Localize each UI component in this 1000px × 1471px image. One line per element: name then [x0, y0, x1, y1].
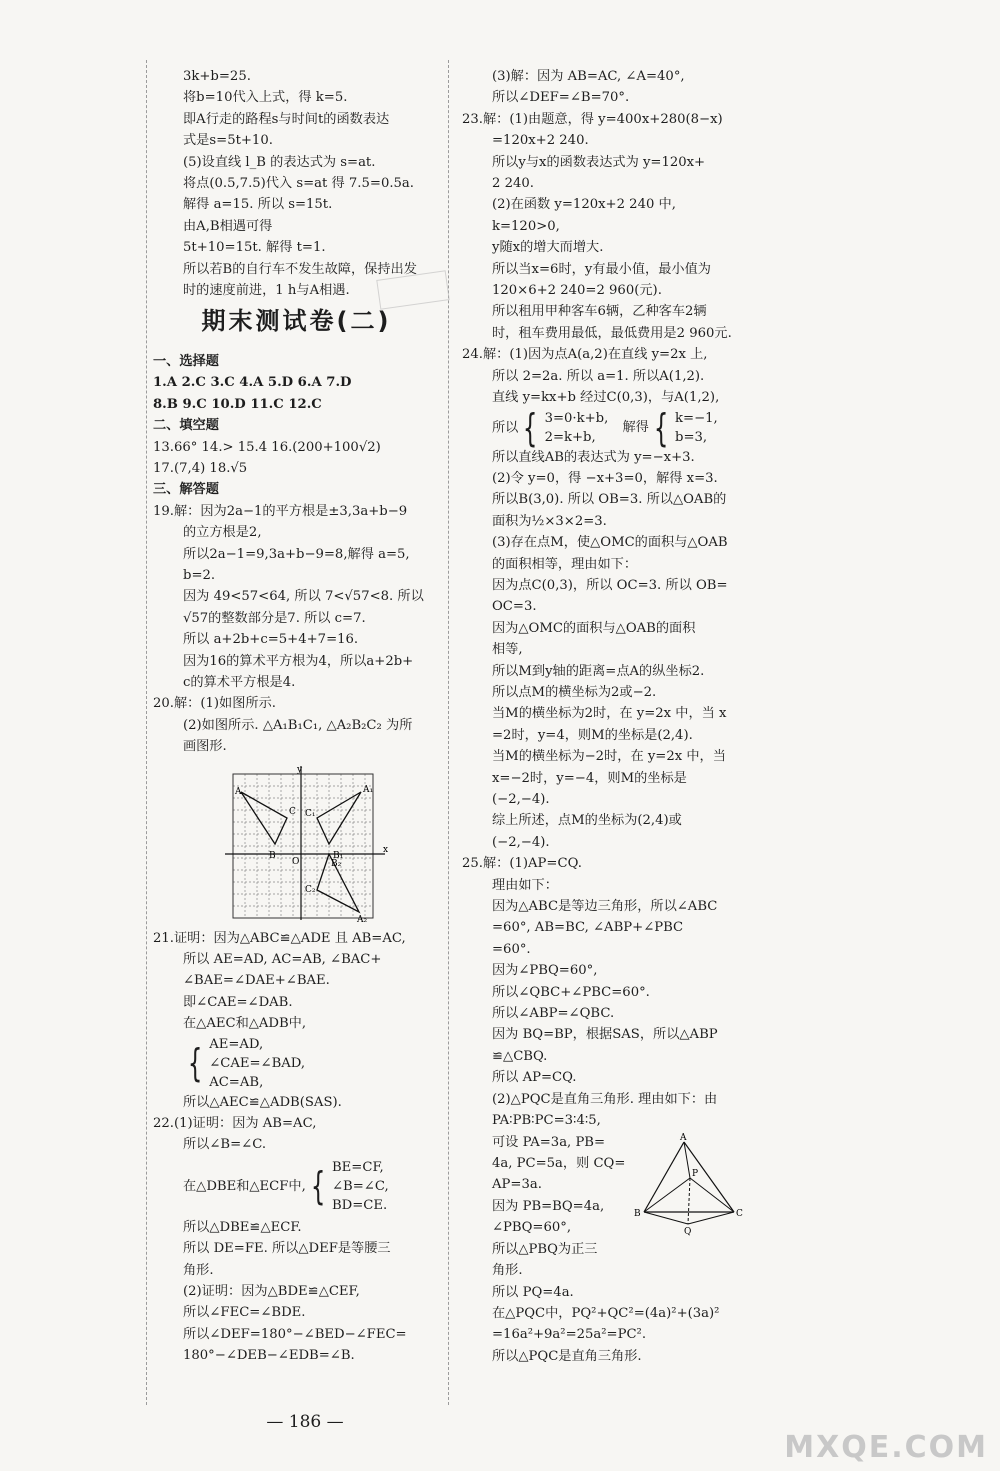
answer-line: 17.(7,4) 18.√5 — [153, 460, 248, 476]
text-line: 所以M到y轴的距离=点A的纵坐标2. — [492, 663, 705, 679]
brace-symbol: { — [310, 1164, 326, 1209]
text-line: (2)在函数 y=120x+2 240 中, — [492, 197, 676, 213]
text-line: (−2,−4). — [492, 792, 550, 807]
text-line: 角形. — [492, 1262, 523, 1278]
tri-label-b: B — [634, 1208, 641, 1219]
text-line: 因为16的算术平方根为4，所以a+2b+ — [183, 653, 414, 669]
text-line: 所以直线AB的表达式为 y=−x+3. — [492, 449, 695, 465]
triangle-section — [462, 1132, 754, 1282]
text-line: 理由如下： — [492, 877, 558, 893]
text-line: 所以△PQC是直角三角形. — [492, 1348, 642, 1364]
text-line: 所以B(3,0). 所以 OB=3. 所以△OAB的 — [492, 492, 727, 508]
text-line: 当M的横坐标为2时，在 y=2x 中，当 x — [492, 706, 727, 722]
x-label: x — [383, 844, 389, 855]
system-line: AC=AB, — [209, 1074, 264, 1090]
text-line: 3k+b=25. — [183, 69, 251, 84]
text-line: (5)设直线 l_B 的表达式为 s=at. — [183, 154, 376, 170]
left-top-block — [153, 66, 440, 301]
label-b1: B₁ — [333, 850, 344, 861]
text-line: 因为△OMC的面积与△OAB的面积 — [492, 620, 696, 636]
text-line: =16a²+9a²=25a²=PC². — [492, 1327, 647, 1343]
label-b: B — [269, 850, 276, 861]
text-line: √57的整数部分是7. 所以 c=7. — [183, 610, 366, 626]
text-line: ∠PBQ=60°, — [492, 1220, 572, 1236]
text-line: 所以△DBE≌△ECF. — [183, 1219, 302, 1235]
text-line: 面积为½×3×2=3. — [492, 513, 607, 529]
text-line: 120×6+2 240=2 960(元). — [492, 283, 662, 299]
text-line: 所以 AP=CQ. — [492, 1070, 577, 1086]
system-line: ∠B=∠C, — [331, 1178, 389, 1194]
text-line: 相等, — [492, 642, 523, 658]
text-line: c的算术平方根是4. — [183, 674, 296, 690]
system-line: AE=AD, — [209, 1036, 264, 1052]
text-line: PA∶PB∶PC=3∶4∶5, — [492, 1113, 601, 1129]
text-line: (2)证明：因为△BDE≌△CEF, — [183, 1284, 360, 1300]
text-line: 所以 AE=AD, AC=AB, ∠BAC+ — [183, 952, 382, 967]
text-line: 当M的横坐标为−2时，在 y=2x 中，当 — [492, 749, 726, 765]
label-c: C — [289, 806, 296, 817]
text-line: 所以点M的横坐标为2或−2. — [492, 684, 657, 700]
text-line: (3)解：因为 AB=AC, ∠A=40°, — [492, 69, 685, 84]
text-line: 因为点C(0,3)，所以 OC=3. 所以 OB= — [492, 577, 728, 593]
text-line: =60°. — [492, 941, 531, 957]
text-line: 因为△ABC是等边三角形，所以∠ABC — [492, 899, 718, 915]
right-column — [462, 66, 754, 1367]
brace-symbol: { — [523, 405, 538, 450]
text-line: 可设 PA=3a, PB= — [492, 1134, 606, 1150]
brace-symbol: { — [653, 405, 669, 450]
text-line: 所以 PQ=4a. — [492, 1284, 574, 1300]
label-a: A — [235, 786, 242, 797]
text-line: 式是s=5t+10. — [183, 133, 273, 149]
text-line: 所以 a+2b+c=5+4+7=16. — [183, 632, 359, 648]
text-line: 即∠CAE=∠DAB. — [183, 994, 293, 1010]
text-line: 23.解：(1)由题意，得 y=400x+280(8−x) — [462, 111, 723, 127]
system-line: b=3, — [675, 429, 708, 445]
text-line: 所以∠B=∠C. — [183, 1137, 267, 1153]
text-line: 所以∠DEF=∠B=70°. — [492, 90, 630, 106]
text-line: 所以当x=6时，y有最小值，最小值为 — [492, 261, 711, 277]
text-line: 即A行走的路程s与时间t的函数表达 — [183, 111, 390, 127]
text-line: 所以△AEC≌△ADB(SAS). — [183, 1094, 342, 1110]
text-line: 所以△PBQ为正三 — [492, 1241, 598, 1257]
answer-line: 1.A 2.C 3.C 4.A 5.D 6.A 7.D — [153, 375, 352, 391]
text-line: =2时，y=4，则M的坐标是(2,4). — [492, 727, 693, 743]
text-line: 所以 — [492, 419, 519, 435]
text-line: 时，租车费用最低，最低费用是2 960元. — [492, 325, 732, 341]
text-line: 解得 — [622, 419, 649, 435]
text-line: 21.证明：因为△ABC≌△ADE 且 AB=AC, — [153, 930, 406, 946]
equation-system — [153, 1035, 440, 1092]
text-line: =120x+2 240. — [492, 133, 589, 149]
text-line: 所以2a−1=9,3a+b−9=8,解得 a=5, — [183, 546, 410, 562]
left-margin-rule — [146, 60, 147, 1405]
label-a1: A₁ — [363, 784, 374, 795]
watermark-logo: MXQE.COM — [784, 1430, 988, 1465]
text-line: 所以∠QBC+∠PBC=60°. — [492, 984, 650, 1000]
text-line: (−2,−4). — [492, 834, 550, 850]
tri-label-c: C — [736, 1208, 743, 1219]
system-line: 2=k+b, — [544, 429, 596, 445]
text-line: x=−2时，y=−4，则M的坐标是 — [492, 770, 687, 786]
text-line: 所以 DE=FE. 所以△DEF是等腰三 — [183, 1241, 391, 1257]
answer-line: 8.B 9.C 10.D 11.C 12.C — [153, 396, 322, 412]
label-a2: A₂ — [357, 914, 368, 922]
text-line: ∠BAE=∠DAE+∠BAE. — [183, 973, 330, 989]
text-line: 所以租用甲种客车6辆，乙种客车2辆 — [492, 304, 707, 320]
tri-label-p: P — [692, 1168, 699, 1179]
system-line: BE=CF, — [331, 1159, 384, 1175]
text-line: 20.解：(1)如图所示. — [153, 696, 276, 712]
grid-lines — [233, 774, 373, 918]
triangle-abc — [241, 792, 287, 844]
page-number: — 186 — — [266, 1412, 344, 1432]
text-line: 综上所述，点M的坐标为(2,4)或 — [492, 813, 682, 829]
text-line: 2 240. — [492, 176, 534, 192]
text-line: (3)存在点M，使△OMC的面积与△OAB — [492, 535, 728, 551]
y-label: y — [297, 764, 303, 775]
text-line: (2)如图所示. △A₁B₁C₁, △A₂B₂C₂ 为所 — [183, 717, 413, 733]
text-line: 所以 2=2a. 所以 a=1. 所以A(1,2). — [492, 368, 705, 384]
system-line: k=−1, — [675, 410, 718, 426]
text-line: 所以∠DEF=180°−∠BED−∠FEC= — [183, 1326, 407, 1342]
text-line: AP=3a. — [492, 1177, 542, 1193]
coordinate-grid-figure — [153, 762, 440, 922]
section-heading: 三、解答题 — [153, 482, 219, 498]
text-line: 由A,B相遇可得 — [183, 218, 273, 234]
text-line: b=2. — [183, 567, 216, 583]
tri-label-q: Q — [684, 1226, 692, 1237]
equation-system — [153, 1158, 440, 1215]
equation-system — [462, 405, 754, 450]
text-line: 24.解：(1)因为点A(a,2)在直线 y=2x 上, — [462, 347, 708, 363]
text-line: 所以y与x的函数表达式为 y=120x+ — [492, 154, 706, 170]
text-line: 直线 y=kx+b 经过C(0,3)，与A(1,2), — [492, 390, 720, 406]
text-line: (2)△PQC是直角三角形. 理由如下：由 — [492, 1091, 718, 1107]
text-line: k=120>0, — [492, 218, 560, 234]
text-line: 19.解：因为2a−1的平方根是±3,3a+b−9 — [153, 503, 408, 519]
tri-label-a: A — [680, 1132, 687, 1143]
text-line: 在△PQC中，PQ²+QC²=(4a)²+(3a)² — [492, 1305, 720, 1321]
text-line: 180°−∠DEB−∠EDB=∠B. — [183, 1348, 355, 1364]
text-line: 因为 BQ=BP，根据SAS，所以△ABP — [492, 1027, 718, 1043]
text-line: 因为 49<57<64, 所以 7<√57<8. 所以 — [183, 589, 424, 605]
text-line: 在△DBE和△ECF中, — [183, 1178, 306, 1194]
system-line: BD=CE. — [331, 1197, 388, 1213]
text-line: 因为∠PBQ=60°, — [492, 963, 598, 979]
text-line: 所以∠ABP=∠QBC. — [492, 1006, 615, 1022]
text-line: OC=3. — [492, 599, 537, 615]
text-line: 22.(1)证明：因为 AB=AC, — [153, 1116, 317, 1132]
system-line: 3=0·k+b, — [544, 410, 609, 426]
text-line: 的面积相等，理由如下： — [492, 556, 638, 572]
text-line: 25.解：(1)AP=CQ. — [462, 856, 582, 872]
column-divider — [448, 60, 449, 1405]
text-line: 将点(0.5,7.5)代入 s=at 得 7.5=0.5a. — [183, 176, 414, 192]
text-line: 将b=10代入上式，得 k=5. — [183, 90, 348, 106]
answer-line: 13.66° 14.> 15.4 16.(200+100√2) — [153, 439, 381, 455]
section-heading: 一、选择题 — [153, 353, 219, 369]
label-c1: C₁ — [305, 808, 316, 819]
text-line: 所以∠FEC=∠BDE. — [183, 1305, 306, 1321]
system-line: ∠CAE=∠BAD, — [209, 1055, 306, 1071]
text-line: 所以若B的自行车不发生故障，保持出发 — [183, 261, 417, 277]
text-line: 角形. — [183, 1262, 214, 1278]
text-line: 在△AEC和△ADB中, — [183, 1016, 307, 1032]
text-line: 的立方根是2, — [183, 525, 262, 541]
text-line: 5t+10=15t. 解得 t=1. — [183, 240, 326, 256]
text-line: 因为 PB=BQ=4a, — [492, 1198, 605, 1214]
triangle-a1b1c1 — [317, 792, 361, 844]
origin-label: O — [292, 856, 300, 867]
triangle-figure — [630, 1132, 750, 1242]
text-line: y随x的增大而增大. — [492, 240, 604, 256]
label-c2: C₂ — [305, 884, 316, 895]
text-line: =60°, AB=BC, ∠ABP+∠PBC — [492, 920, 684, 936]
text-line: (2)令 y=0，得 −x+3=0，解得 x=3. — [492, 470, 718, 486]
text-line: 画图形. — [183, 739, 227, 755]
text-line: 时的速度前进，1 h与A相遇. — [183, 283, 350, 299]
section-heading: 二、填空题 — [153, 418, 219, 434]
text-line: 解得 a=15. 所以 s=15t. — [183, 197, 333, 213]
text-line: 4a, PC=5a，则 CQ= — [492, 1155, 626, 1171]
text-line: ≌△CBQ. — [492, 1048, 548, 1064]
brace-symbol: { — [187, 1041, 203, 1086]
label-b2: B₂ — [331, 858, 342, 869]
left-column — [153, 66, 440, 1367]
exam-title: 期末测试卷(二) — [201, 307, 392, 336]
